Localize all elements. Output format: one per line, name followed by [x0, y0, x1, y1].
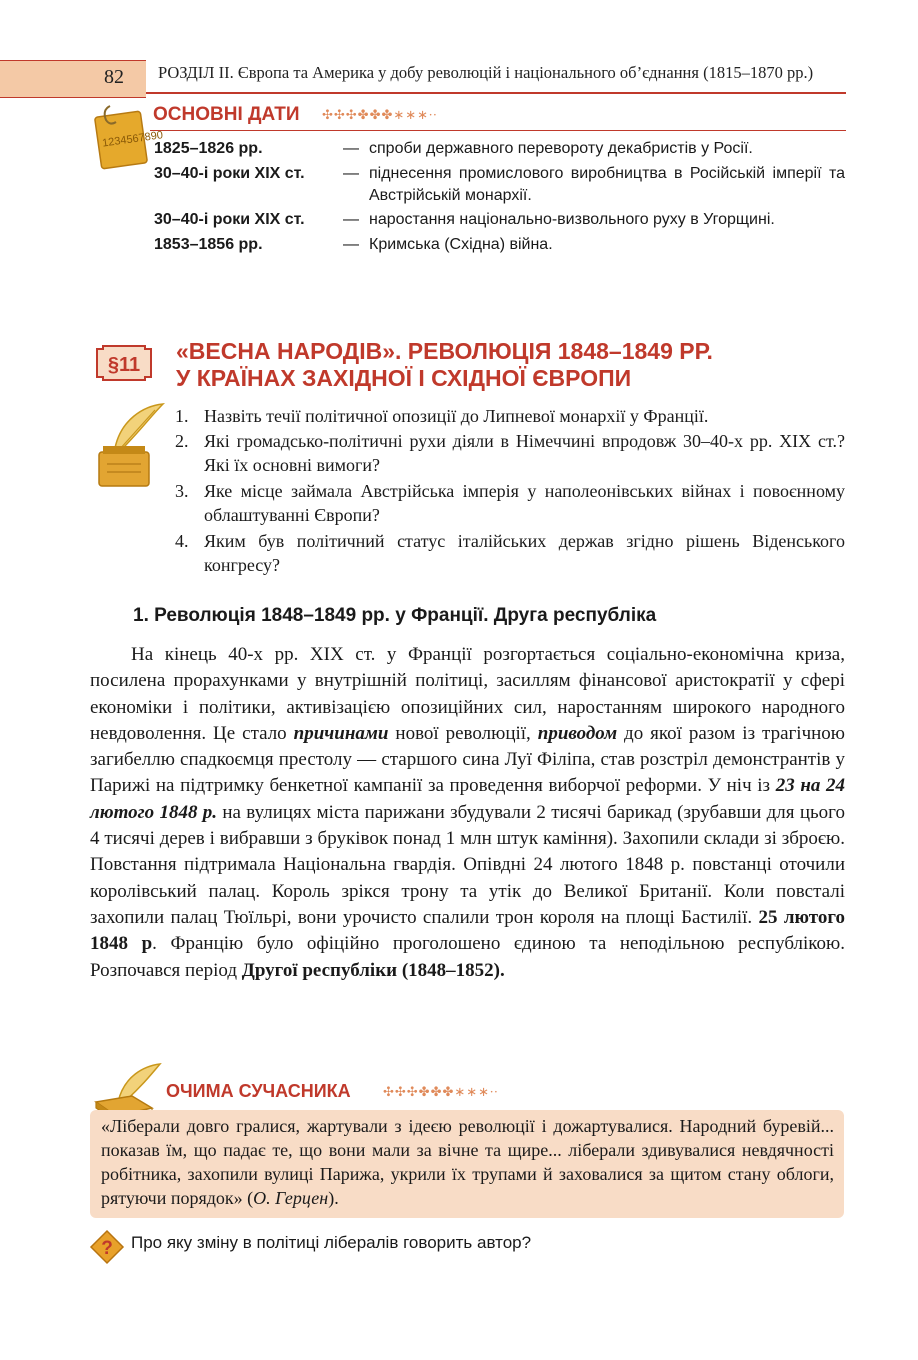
paragraph-title-line2: У КРАЇНАХ ЗАХІДНОЇ І СХІДНОЇ ЄВРОПИ	[176, 365, 632, 391]
paragraph-badge	[93, 343, 155, 383]
emphasis-causes: причинами	[293, 722, 389, 744]
date-highlight: 23 на 24 лютого 1848 р.	[90, 775, 845, 823]
date-dash: —	[343, 211, 359, 228]
running-head: РОЗДІЛ II. Європа та Америка у добу революцій і національного об’єднання (1815–1870 рр.)	[158, 63, 814, 82]
date-dash: —	[343, 165, 359, 182]
term-highlight: Другої республіки (1848–1852).	[241, 959, 505, 981]
paragraph-title-line1: «ВЕСНА НАРОДІВ». РЕВОЛЮЦІЯ 1848–1849 РР.	[176, 338, 713, 364]
body-text: на вулицях міста парижани збудували 2 тисячі барикад (зрубавши для цього 4 тисячі дерев і вибравши з бруківок понад 1 млн штук каміння). Захопили склади зі зброєю. Повстання підтримала Національна гвардія. Опівдні 24 лютого 1848 р. повстанці оточили королівський палац. Король зрікся трону та утік до Великої Британії. Коли повсталі захопили палац Тюїльрі, вони урочисто спалили трон короля на площі Бастилії.	[90, 801, 846, 928]
question-number: 2.	[175, 431, 189, 451]
question-text: Назвіть течії політичної опозиції до Липневої монархії у Франції.	[204, 406, 709, 426]
key-dates-icon-digits: 1234567890	[101, 129, 164, 150]
question-number: 4.	[175, 531, 189, 551]
key-dates-heading: ОСНОВНІ ДАТИ	[153, 104, 300, 125]
date-dash: —	[343, 140, 359, 157]
eyewitness-heading: ОЧИМА СУЧАСНИКА	[166, 1081, 351, 1101]
date-event: спроби державного перевороту декабристів у Росії.	[369, 140, 753, 157]
date-period: 1853–1856 рр.	[154, 236, 263, 253]
body-text: нової революції,	[388, 722, 538, 744]
quill-inkpot-icon	[85, 400, 165, 492]
body-text: На кінець 40-х рр. XIX ст. у Франції розгортається соціально-економічна криза, посилена прорахунками у внутрішній політиці, засиллям фінансової аристократії у сфері економіки і політики, активізацією опозиційних сил, наростанням широкого народного невдоволення. Це стало	[90, 644, 845, 744]
key-dates-rule	[150, 130, 846, 131]
quote-author: О. Герцен	[253, 1188, 329, 1208]
question-text: Яким був політичний статус італійських держав згідно рішень Віденського конгресу?	[204, 531, 845, 575]
quote-text	[101, 1114, 834, 1210]
question-number: 3.	[175, 481, 189, 501]
question-icon	[90, 1230, 124, 1264]
section-body	[90, 642, 845, 984]
header-rule	[146, 92, 846, 94]
page-number: 82	[104, 66, 124, 88]
date-dash: —	[343, 236, 359, 253]
discussion-question: Про яку зміну в політиці лібералів говорить автор?	[131, 1233, 532, 1252]
paragraph-title	[176, 338, 713, 392]
heading-ornament: ✣✣✣✤✤✤∗∗∗∙∙	[322, 107, 438, 122]
date-event: Кримська (Східна) війна.	[369, 236, 553, 253]
page-number-tab	[0, 60, 146, 98]
question-mark: ?	[101, 1238, 113, 1259]
body-paragraph	[90, 642, 845, 984]
question-number: 1.	[175, 406, 189, 426]
date-highlight: 25 лютого 1848 р	[90, 906, 845, 955]
paragraph-number: §11	[107, 354, 141, 376]
date-period: 30–40-і роки XIX ст.	[154, 165, 305, 182]
section-heading: 1. Революція 1848–1849 рр. у Франції. Друга республіка	[133, 605, 657, 626]
quote-body: «Ліберали довго гралися, жартували з ідеєю революції і дожартувалися. Народний буревій... показав їм, що падає те, що вони мали за вічне та щире... ліберали здивувалися невдячності робітника, захопили вулиці Парижа, укрили їх трупами й заховалися за щитом стану облоги, рятуючи порядок» (	[101, 1116, 834, 1208]
date-period: 1825–1826 рр.	[154, 140, 263, 157]
heading-ornament: ✣✣✣✤✤✤∗∗∗∙∙	[383, 1084, 499, 1099]
key-dates-icon	[92, 104, 164, 170]
emphasis-pretext: приводом	[537, 722, 618, 744]
question-text: Яке місце займала Австрійська імперія у наполеонівських війнах і повоєнному облаштуванні Європи?	[204, 481, 845, 525]
quote-end: ).	[328, 1188, 339, 1208]
date-event: піднесення промислового виробництва в Російській імперії та Австрійській монархії.	[369, 165, 845, 204]
question-text: Які громадсько-політичні рухи діяли в Німеччині впродовж 30–40-х рр. XIX ст.? Які їх основні вимоги?	[204, 431, 845, 475]
body-text: . Францію було офіційно проголошено єдиною та неподільною республікою. Розпочався період	[90, 933, 845, 981]
body-text: до якої разом із трагічною загибеллю спадкоємця престолу — старшого сина Луї Філіпа, став розстріл демонстрантів у Парижі на підтримку бенкетної кампанії за проведення виборчої реформи. У ніч із	[90, 722, 845, 797]
date-period: 30–40-і роки XIX ст.	[154, 211, 305, 228]
date-event: наростання національно-визвольного руху в Угорщині.	[369, 211, 775, 228]
